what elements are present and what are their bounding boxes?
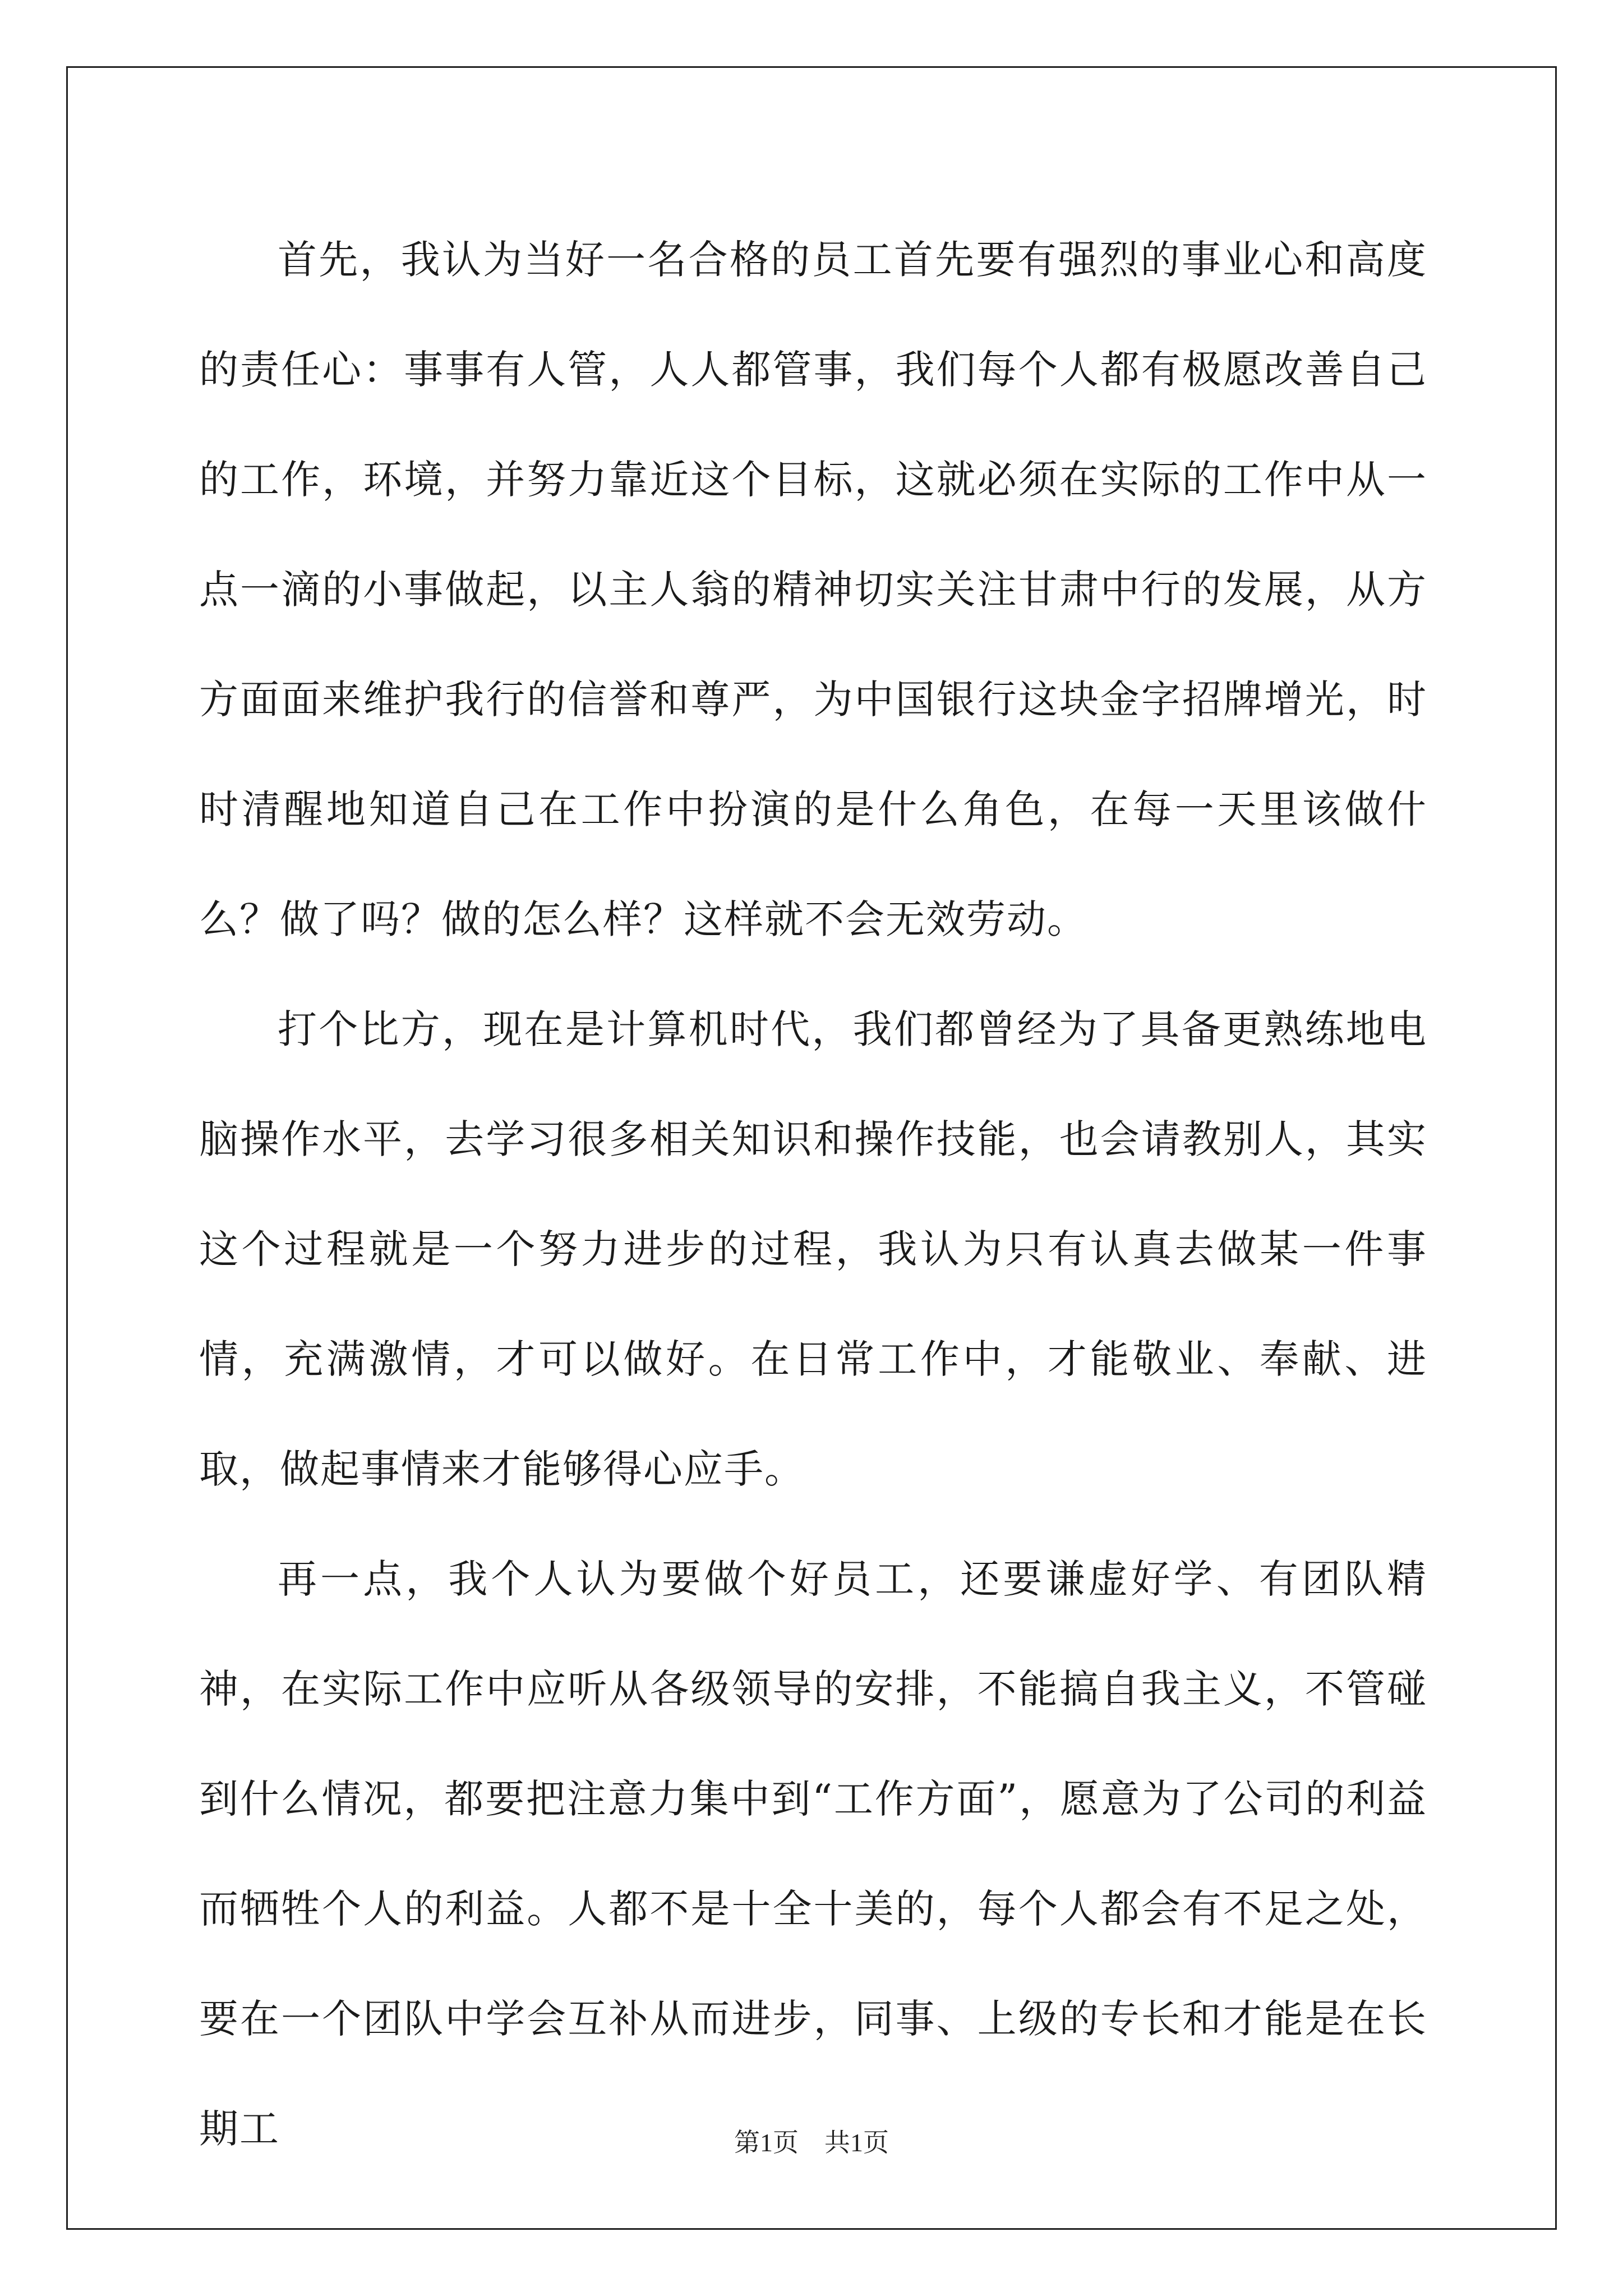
paragraph-3: 再一点，我个人认为要做个好员工，还要谦虚好学、有团队精神，在实际工作中应听从各级领导的安排，不能搞自我主义，不管碰到什么情况，都要把注意力集中到“工作方面”，愿意为了公司的利益而牺牲个人的利益。人都不是十全十美的，每个人都会有不足之处，要在一个团队中学会互补从而进步，同事、上级的专长和才能是在长期工 bbox=[199, 1556, 1427, 2152]
paragraph-1: 首先，我认为当好一名合格的员工首先要有强烈的事业心和高度的责任心：事事有人管，人人都管事，我们每个人都有极愿改善自己的工作，环境，并努力靠近这个目标，这就必须在实际的工作中从一点一滴的小事做起，以主人翁的精神切实关注甘肃中行的发展，从方方面面来维护我行的信誉和尊严，为中国银行这块金字招牌增光，时时清醒地知道自己在工作中扮演的是什么角色，在每一天里该做什么？做了吗？做的怎么样？这样就不会无效劳动。 bbox=[199, 237, 1427, 942]
document-body bbox=[199, 205, 1427, 2184]
paragraph-2: 打个比方，现在是计算机时代，我们都曾经为了具备更熟练地电脑操作水平，去学习很多相关知识和操作技能，也会请教别人，其实这个过程就是一个努力进步的过程，我认为只有认真去做某一件事情，充满激情，才可以做好。在日常工作中，才能敬业、奉献、进取，做起事情来才能够得心应手。 bbox=[199, 1006, 1427, 1492]
page-number-footer: 第1页 共1页 bbox=[734, 2128, 889, 2157]
